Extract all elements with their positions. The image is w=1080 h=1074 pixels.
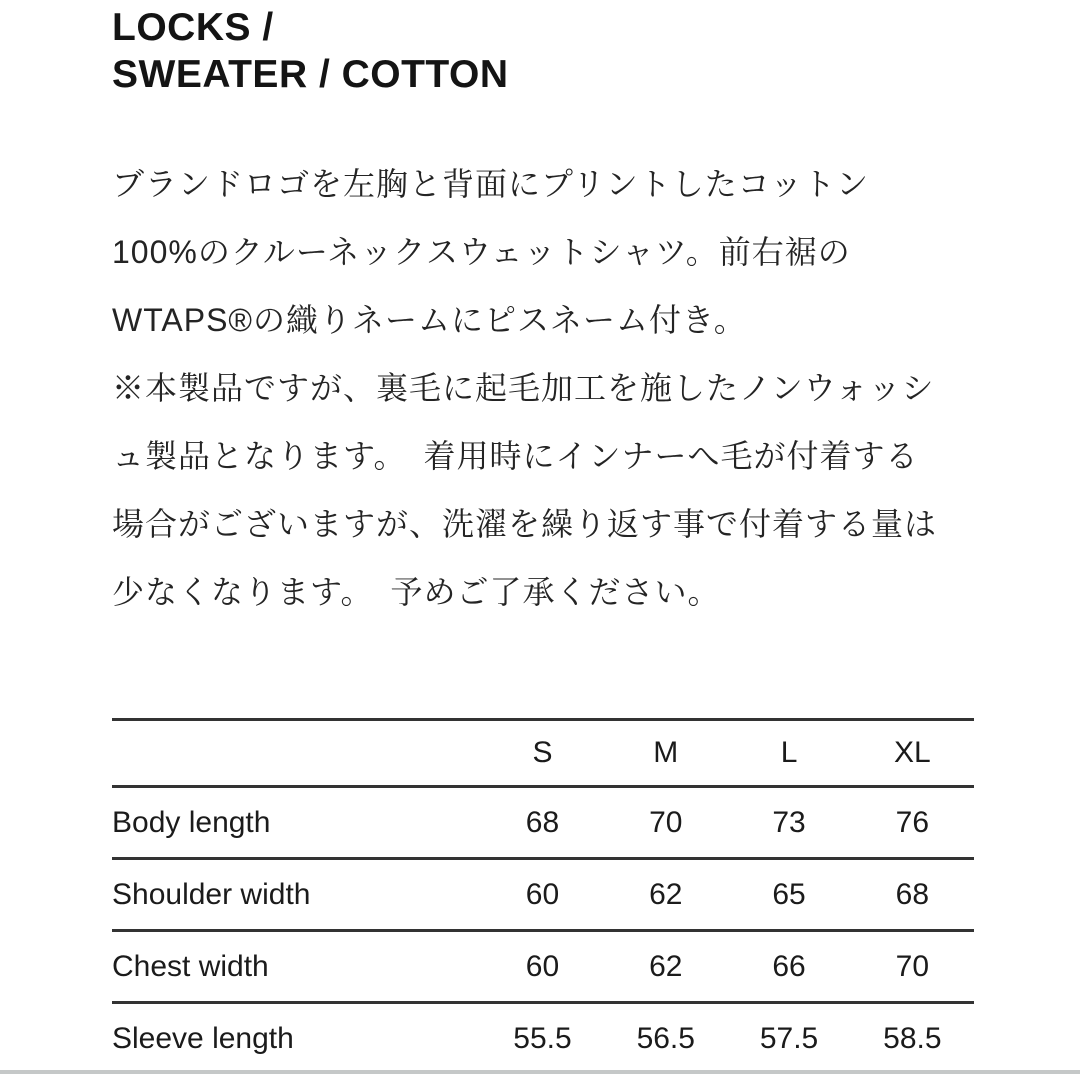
measurement-value: 60 xyxy=(481,859,604,931)
description-line: 場合がございますが、洗濯を繰り返す事で付着する量は xyxy=(112,506,938,542)
table-row-body-length xyxy=(112,787,974,859)
measurement-value: 57.5 xyxy=(727,1003,850,1074)
row-label: Shoulder width xyxy=(112,859,481,931)
description-line: 100%のクルーネックスウェットシャツ。前右裾の xyxy=(112,234,851,270)
measurement-value: 56.5 xyxy=(604,1003,727,1074)
table-row-sleeve-length xyxy=(112,1003,974,1074)
size-chart-header-row xyxy=(112,720,974,787)
image-bottom-edge xyxy=(0,1070,1080,1074)
measurement-value: 58.5 xyxy=(851,1003,974,1074)
row-label: Chest width xyxy=(112,931,481,1003)
table-row-chest-width xyxy=(112,931,974,1003)
measurement-value: 73 xyxy=(727,787,850,859)
size-column-header-s: S xyxy=(481,720,604,787)
size-chart-corner-cell xyxy=(112,720,481,787)
product-title-line: LOCKS / xyxy=(112,6,274,49)
measurement-value: 66 xyxy=(727,931,850,1003)
measurement-value: 70 xyxy=(851,931,974,1003)
measurement-value: 68 xyxy=(481,787,604,859)
product-title-line: SWEATER / COTTON xyxy=(112,53,509,96)
row-label: Sleeve length xyxy=(112,1003,481,1074)
product-title xyxy=(112,4,1080,98)
description-line: WTAPS®の織りネームにピスネーム付き。 xyxy=(112,302,747,338)
measurement-value: 76 xyxy=(851,787,974,859)
measurement-value: 68 xyxy=(851,859,974,931)
measurement-value: 62 xyxy=(604,931,727,1003)
measurement-value: 60 xyxy=(481,931,604,1003)
measurement-value: 62 xyxy=(604,859,727,931)
table-row-shoulder-width xyxy=(112,859,974,931)
measurement-value: 55.5 xyxy=(481,1003,604,1074)
size-column-header-m: M xyxy=(604,720,727,787)
product-description xyxy=(112,150,992,626)
row-label: Body length xyxy=(112,787,481,859)
size-column-header-l: L xyxy=(727,720,850,787)
description-line: 少なくなります。 予めご了承ください。 xyxy=(112,574,721,610)
description-line: ブランドロゴを左胸と背面にプリントしたコットン xyxy=(112,166,870,202)
description-line: ※本製品ですが、裏毛に起毛加工を施したノンウォッシ xyxy=(112,370,935,406)
description-line: ュ製品となります。 着用時にインナーへ毛が付着する xyxy=(112,438,919,474)
size-column-header-xl: XL xyxy=(851,720,974,787)
measurement-value: 70 xyxy=(604,787,727,859)
measurement-value: 65 xyxy=(727,859,850,931)
size-chart-table xyxy=(112,718,974,1074)
